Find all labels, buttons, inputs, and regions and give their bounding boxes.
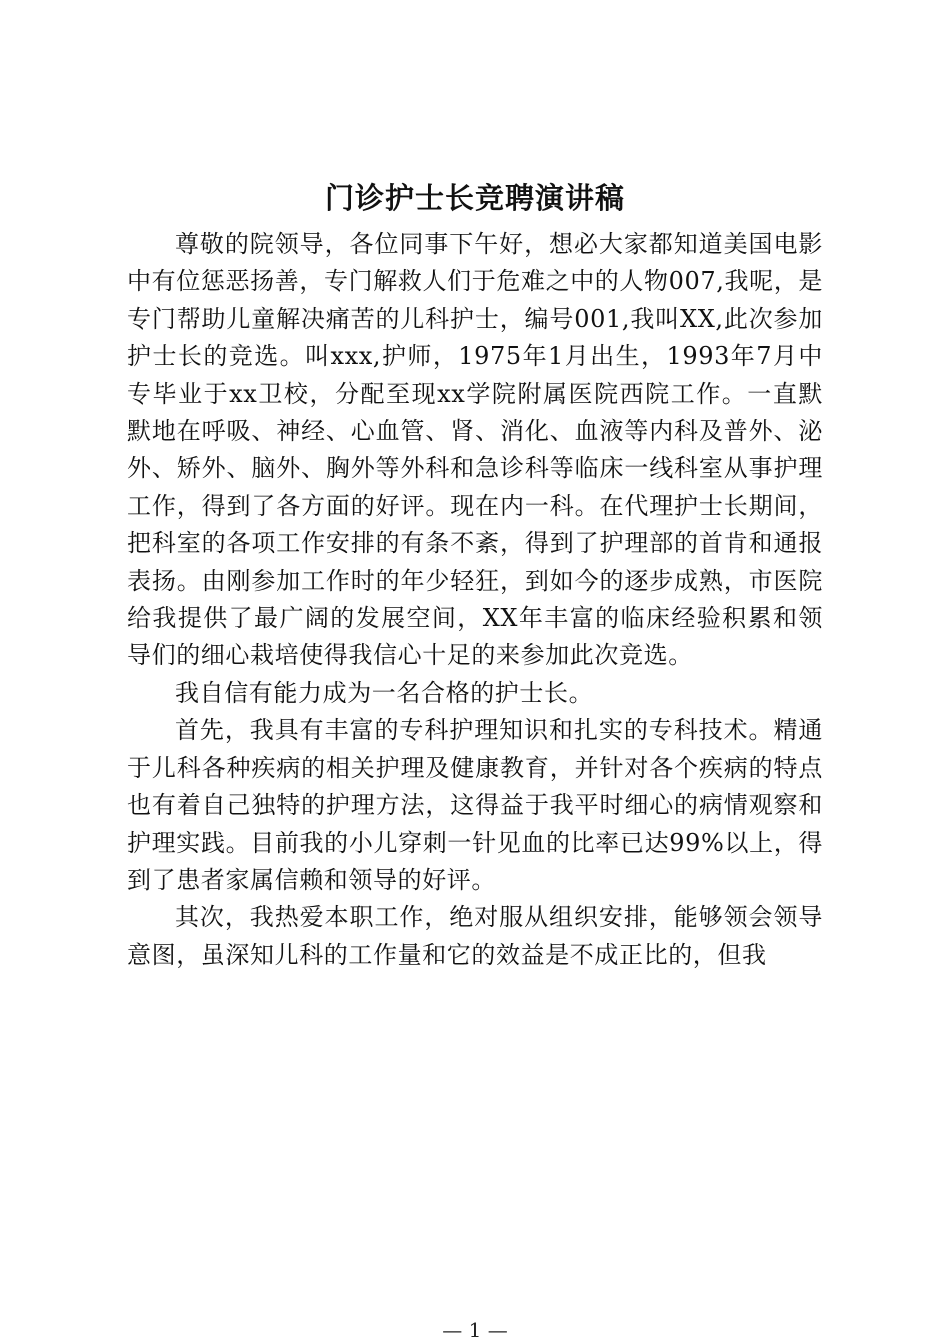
page-number: — 1 — xyxy=(442,1318,508,1342)
paragraph-introduction: 尊敬的院领导，各位同事下午好，想必大家都知道美国电影中有位惩恶扬善，专门解救人们于危难之中的人物007,我呢，是专门帮助儿童解决痛苦的儿科护士，编号001,我叫XX,此次参加护士长的竞选。叫xxx,护师，1975年1月出生，1993年7月中专毕业于xx卫校，分配至现xx学院附属医院西院工作。一直默默地在呼吸、神经、心血管、肾、消化、血液等内科及普外、泌外、矫外、脑外、胸外等外科和急诊科等临床一线科室从事护理工作，得到了各方面的好评。现在内一科。在代理护士长期间，把科室的各项工作安排的有条不紊，得到了护理部的首肯和通报表扬。由刚参加工作时的年少轻狂，到如今的逐步成熟，市医院给我提供了最广阔的发展空间，XX年丰富的临床经验积累和领导们的细心栽培使得我信心十足的来参加此次竞选。 xyxy=(127,230,823,670)
paragraph-second-point: 其次，我热爱本职工作，绝对服从组织安排，能够领会领导意图，虽深知儿科的工作量和它的效益是不成正比的，但我 xyxy=(127,903,823,969)
paragraph-self-confidence: 我自信有能力成为一名合格的护士长。 xyxy=(175,678,594,707)
paragraph-first-point: 首先，我具有丰富的专科护理知识和扎实的专科技术。精通于儿科各种疾病的相关护理及健康教育，并针对各个疾病的特点也有着自己独特的护理方法，这得益于我平时细心的病情观察和护理实践。目前我的小儿穿刺一针见血的比率已达99%以上，得到了患者家属信赖和领导的好评。 xyxy=(127,716,823,894)
document-body xyxy=(127,226,823,974)
document-title: 门诊护士长竞聘演讲稿 xyxy=(324,181,625,215)
